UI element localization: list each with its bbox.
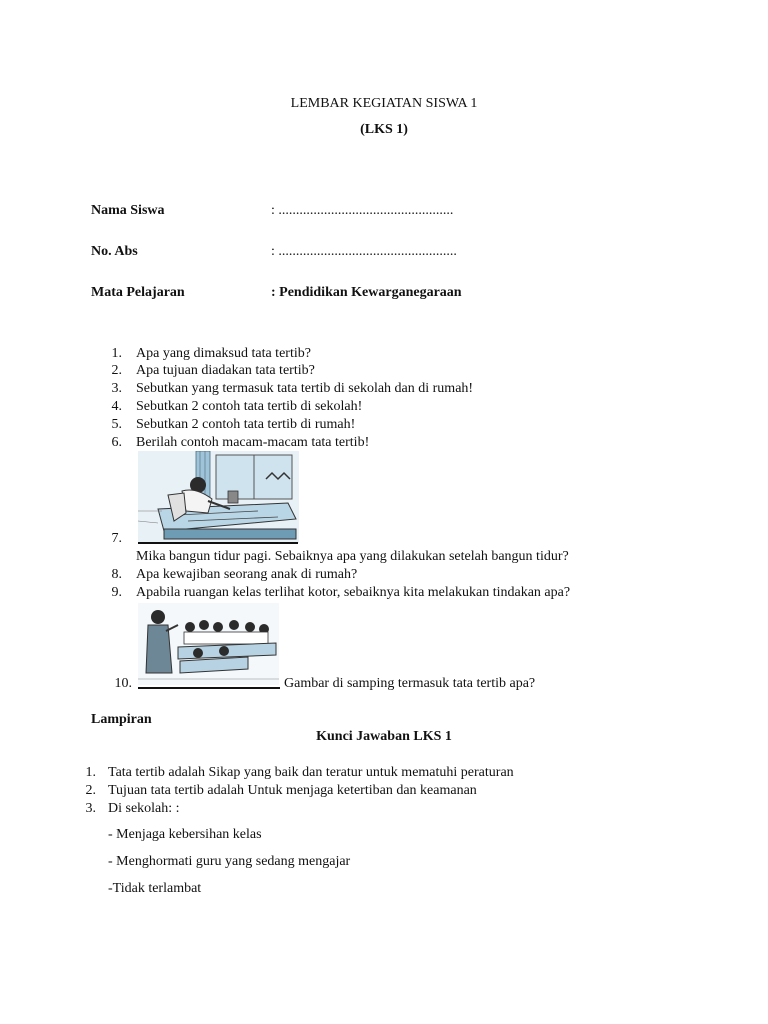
question-blank: [138, 687, 280, 689]
subject-label: Mata Pelajaran: [91, 285, 185, 300]
name-field[interactable]: : ..................................................: [271, 203, 454, 218]
name-label: Nama Siswa: [91, 203, 165, 218]
abs-field[interactable]: : ...................................................: [271, 244, 457, 259]
abs-label: No. Abs: [91, 244, 138, 259]
worksheet-title: LEMBAR KEGIATAN SISWA 1: [290, 96, 478, 111]
question-number: 10.: [114, 676, 132, 691]
worksheet-subtitle: (LKS 1): [360, 122, 408, 137]
answer-number: 3.: [85, 801, 96, 816]
classroom-illustration: [138, 603, 279, 685]
question-text: Apa kewajiban seorang anak di rumah?: [136, 567, 358, 582]
question-text: Berilah contoh macam-macam tata tertib!: [136, 435, 370, 450]
question-number: 3.: [111, 381, 122, 396]
question-text: Sebutkan 2 contoh tata tertib di rumah!: [136, 417, 356, 432]
question-number: 1.: [111, 346, 122, 361]
question-text: Apa tujuan diadakan tata tertib?: [136, 363, 315, 378]
subject-value: : Pendidikan Kewarganegaraan: [271, 285, 462, 300]
question-blank: [138, 542, 298, 544]
answer-text: Tujuan tata tertib adalah Untuk menjaga ketertiban dan keamanan: [108, 783, 477, 798]
question-text: Sebutkan yang termasuk tata tertib di sekolah dan di rumah!: [136, 381, 474, 396]
answer-text: Di sekolah: :: [108, 801, 180, 816]
question-text: Apabila ruangan kelas terlihat kotor, sebaiknya kita melakukan tindakan apa?: [136, 585, 571, 600]
question-text: Sebutkan 2 contoh tata tertib di sekolah!: [136, 399, 363, 414]
answer-text: Tata tertib adalah Sikap yang baik dan teratur untuk mematuhi peraturan: [108, 765, 514, 780]
question-text: Gambar di samping termasuk tata tertib apa?: [284, 676, 536, 691]
school-rule-item: - Menjaga kebersihan kelas: [108, 827, 262, 842]
making-bed-image: [138, 451, 299, 543]
school-rule-item: -Tidak terlambat: [108, 881, 202, 896]
question-number: 4.: [111, 399, 122, 414]
question-number: 7.: [111, 531, 122, 546]
question-text: Mika bangun tidur pagi. Sebaiknya apa yang dilakukan setelah bangun tidur?: [136, 549, 569, 564]
making-bed-illustration: [138, 451, 299, 543]
school-rule-item: - Menghormati guru yang sedang mengajar: [108, 854, 351, 869]
question-text: Apa yang dimaksud tata tertib?: [136, 346, 311, 361]
answer-number: 1.: [85, 765, 96, 780]
appendix-label: Lampiran: [91, 712, 152, 727]
question-number: 9.: [111, 585, 122, 600]
question-number: 6.: [111, 435, 122, 450]
question-number: 8.: [111, 567, 122, 582]
answer-key-title: Kunci Jawaban LKS 1: [316, 729, 452, 744]
answer-number: 2.: [85, 783, 96, 798]
question-number: 5.: [111, 417, 122, 432]
classroom-image: [138, 603, 279, 685]
question-number: 2.: [111, 363, 122, 378]
